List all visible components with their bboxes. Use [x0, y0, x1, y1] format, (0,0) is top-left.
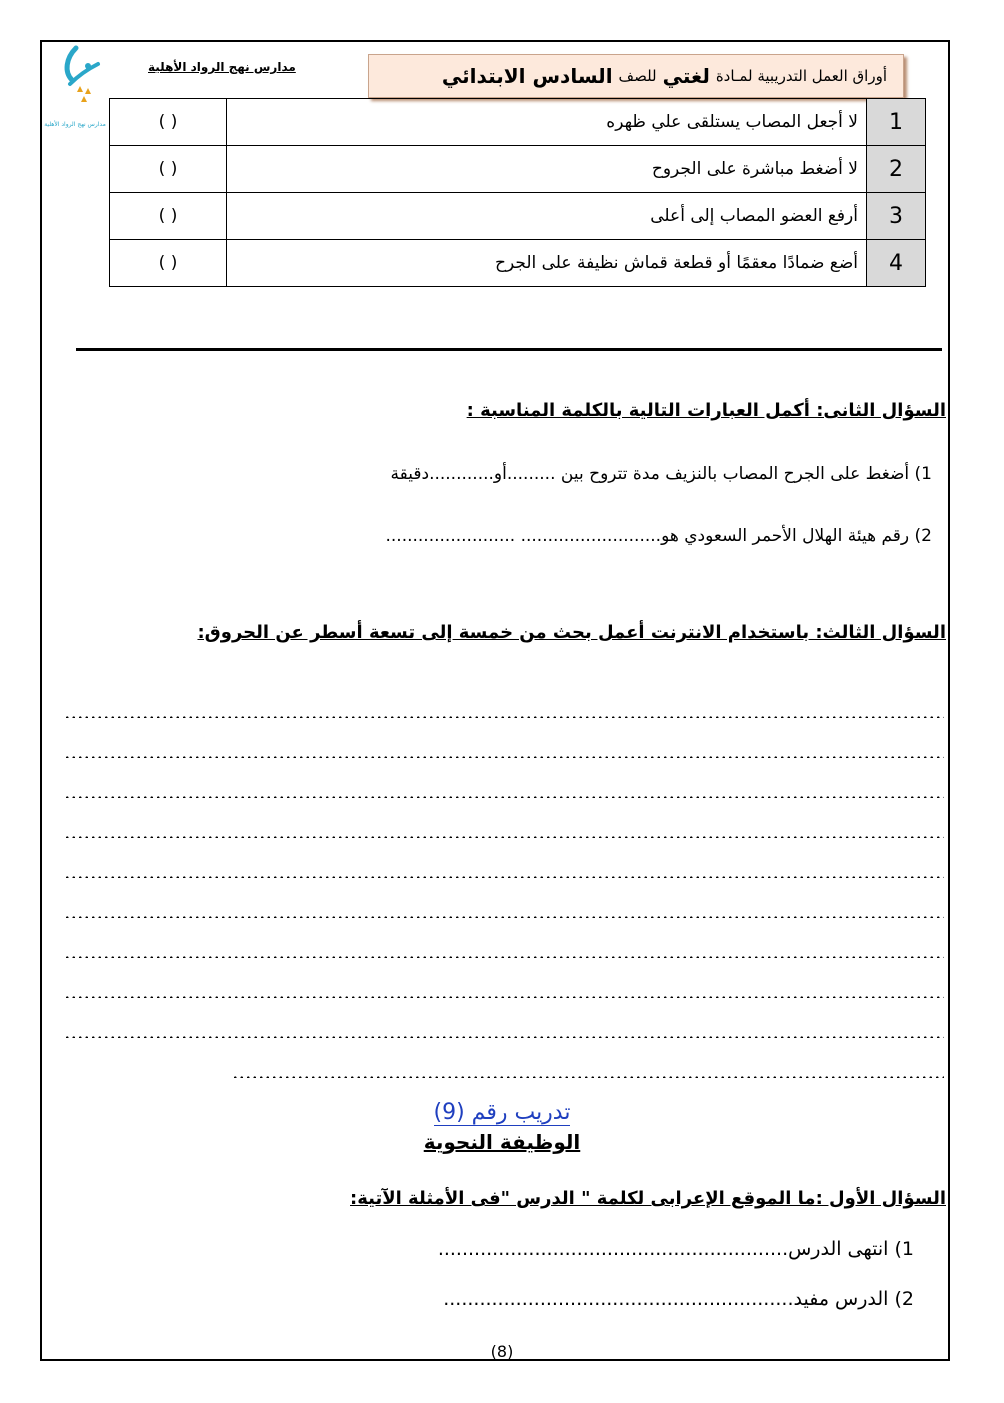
- answer-line[interactable]: [64, 716, 944, 718]
- answer-blank[interactable]: ( ): [110, 99, 227, 146]
- fill-in-item-2[interactable]: 2) رقم هيئة الهلال الأحمر السعودي هو.......................... ........................: [385, 526, 932, 546]
- school-logo: [44, 44, 106, 144]
- title-part2: للصف: [618, 67, 657, 85]
- training-topic: الوظيفة النحوية: [423, 1130, 581, 1154]
- title-subject: لغتي: [662, 64, 710, 88]
- training-question1-heading: السؤال الأول :ما الموقع الإعرابى لكلمة " الدرس "فى الأمثلة الآتية:: [350, 1188, 946, 1209]
- logo-caption: مدارس نهج الرواد الأهلية: [44, 121, 106, 128]
- training-label[interactable]: [0, 1100, 1004, 1125]
- answer-blank[interactable]: ( ): [110, 193, 227, 240]
- title-part1: أوراق العمل التدريبية لمـادة: [715, 67, 887, 85]
- answer-line[interactable]: [64, 1036, 944, 1038]
- question3-heading: السؤال الثالث: باستخدام الانترنت أعمل بحث من خمسة إلى تسعة أسطر عن الحروق:: [197, 622, 946, 643]
- row-statement: لا أجعل المصاب يستلقى علي ظهره: [227, 99, 867, 146]
- row-number: 1: [867, 99, 926, 146]
- answer-line[interactable]: [232, 1076, 944, 1078]
- answer-line[interactable]: [64, 956, 944, 958]
- row-statement: أرفع العضو المصاب إلى أعلى: [227, 193, 867, 240]
- school-name: مدارس نهج الرواد الأهلية: [148, 60, 296, 74]
- row-number: 3: [867, 193, 926, 240]
- answer-blank[interactable]: ( ): [110, 146, 227, 193]
- example-2[interactable]: 2) الدرس مفيد..........................................................: [443, 1288, 914, 1310]
- answer-line[interactable]: [64, 916, 944, 918]
- page-number: (8): [490, 1342, 514, 1361]
- row-number: 2: [867, 146, 926, 193]
- answer-line[interactable]: [64, 796, 944, 798]
- title-grade: السادس الابتدائي: [441, 64, 613, 88]
- true-false-table: [109, 98, 926, 287]
- fill-in-item-1[interactable]: 1) أضغط على الجرح المصاب بالنزيف مدة تتروح بين .........أو............دقيقة: [390, 464, 932, 484]
- row-number: 4: [867, 240, 926, 287]
- answer-line[interactable]: [64, 756, 944, 758]
- answer-line[interactable]: [64, 836, 944, 838]
- table-row: [110, 193, 926, 240]
- example-1[interactable]: 1) انتهى الدرس..........................................................: [437, 1238, 914, 1260]
- table-row: [110, 240, 926, 287]
- table-row: [110, 99, 926, 146]
- row-statement: لا أضغط مباشرة على الجروح: [227, 146, 867, 193]
- row-statement: أضع ضمادًا معقمًا أو قطعة قماش نظيفة على الجرح: [227, 240, 867, 287]
- worksheet-title: [368, 54, 904, 98]
- section-divider: [76, 348, 942, 351]
- question2-heading: السؤال الثانى: أكمل العبارات التالية بالكلمة المناسبة :: [466, 400, 946, 421]
- answer-blank[interactable]: ( ): [110, 240, 227, 287]
- answer-line[interactable]: [64, 876, 944, 878]
- answer-line[interactable]: [64, 996, 944, 998]
- training-label-text[interactable]: تدريب رقم (9): [433, 1100, 571, 1125]
- table-row: [110, 146, 926, 193]
